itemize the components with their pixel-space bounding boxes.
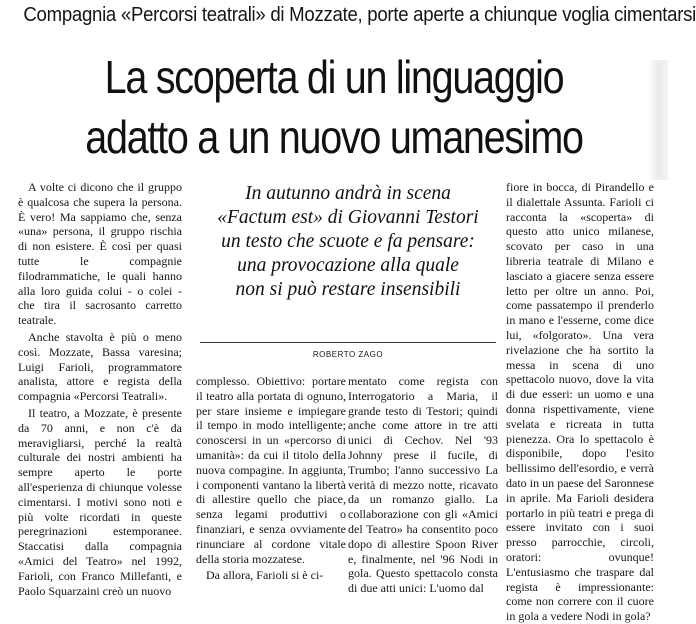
article-column-4	[506, 180, 654, 624]
byline: ROBERTO ZAGO	[312, 350, 384, 359]
article-column-1	[18, 180, 182, 598]
article-column-2	[196, 374, 346, 598]
article-column-3	[348, 374, 498, 598]
subheadline-line: In autunno andrà in scena	[245, 183, 451, 204]
divider	[200, 342, 496, 343]
subheadline-line: una provocazione alla quale	[237, 255, 459, 276]
paragraph: Anche stavolta è più o meno così. Mozzate, Bassa varesina; Luigi Farioli, programmatore analista, attore e regista della compagnia «Percorsi Teatrali».	[18, 329, 182, 404]
headline-line-1: La scoperta di un linguaggio	[104, 51, 564, 103]
paragraph: mentato come regista con Interrogatorio a Maria, il grande testo di Testori; quindi anche come attore in tre atti unici di Cechov. Nel '93 Johnny prese il fucile, di Trumbo; l'anno successivo La verità di mezzo notte, ricavato da un romanzo giallo. La collaborazione con gli «Amici del Teatro» ha consentito poco dopo di allestire Spoon River e, finalmente, nel '96 Nodi in gola. Questo spettacolo consta di due atti unici: L'uomo dal	[348, 374, 498, 596]
paragraph: A volte ci dicono che il gruppo è qualcosa che supera la persona. È vero! Ma sappiamo che, senza «una» persona, il gruppo rischia di non esistere. È così per quasi tutte le compagnie filodrammatiche, le quali hanno alla loro guida colui - o colei - che tira il sacrosanto carretto teatrale.	[18, 180, 182, 328]
subheadline-line: non si può restare insensibili	[235, 279, 461, 300]
paragraph: Da allora, Farioli si è ci-	[206, 568, 324, 583]
paragraph: complesso. Obiettivo: portare il teatro alla portata di ognuno, per stare insieme e impiegare il tempo in modo intelligente; conoscersi in un «percorso di umanità»: da cui il titolo della nuova compagine. In aggiunta, i componenti vantano la libertà di allestire quello che piace, senza legami produttivi o finanziari, e senza ovviamente rinunciare al cordone vitale della storia mozzatese.	[196, 374, 346, 566]
subheadline-line: un testo che scuote e fa pensare:	[221, 231, 475, 252]
scan-smudge	[648, 60, 668, 180]
subheadline	[198, 182, 498, 302]
kicker: Compagnia «Percorsi teatrali» di Mozzate, porte aperte a chiunque voglia cimentarsi	[23, 4, 696, 26]
headline-line-2: adatto a un nuovo umanesimo	[85, 111, 583, 163]
paragraph: Il teatro, a Mozzate, è presente da 70 anni, e non c'è da meravigliarsi, perché la realtà culturale dei nostri ambienti ha sempre aperto le porte all'esperienza di chiunque volesse cimentarsi. I motivi sono noti e più volte ricordati in queste peregrinazioni estemporanee. Staccatisi dalla compagnia «Amici del Teatro» nel 1992, Farioli, con Franco Millefanti, e Paolo Squarzaini creò un nuovo	[18, 405, 182, 598]
paragraph: fiore in bocca, di Pirandello e il dialettale Assunta. Farioli ci racconta la «scoperta» di questo atto unico milanese, scovato per caso in una libreria teatrale di Milano e lasciato a giacere senza essere letto per oltre un anno. Poi, come passatempo il prenderlo in mano e l'esserne, come dice lui, «folgorato». Una vera rivelazione che ha sortito la messa in scena di uno spettacolo nuovo, dove la vita di due esseri: un uomo e una donna rispettivamente, viene svelata e ricreata in tutta pienezza. Ora lo spettacolo è disponibile, dopo l'esito bellissimo dell'esordio, e verrà dato in un paese del Saronnese in aprile. Ma Farioli desidera portarlo in più teatri e prega di essere invitato con i suoi presso parrocchie, circoli, oratori: ovunque! L'entusiasmo che traspare dal regista è impressionante: come non correre con il cuore in gola a vedere Nodi in gola?	[506, 180, 654, 624]
subheadline-line: «Factum est» di Giovanni Testori	[217, 207, 479, 228]
